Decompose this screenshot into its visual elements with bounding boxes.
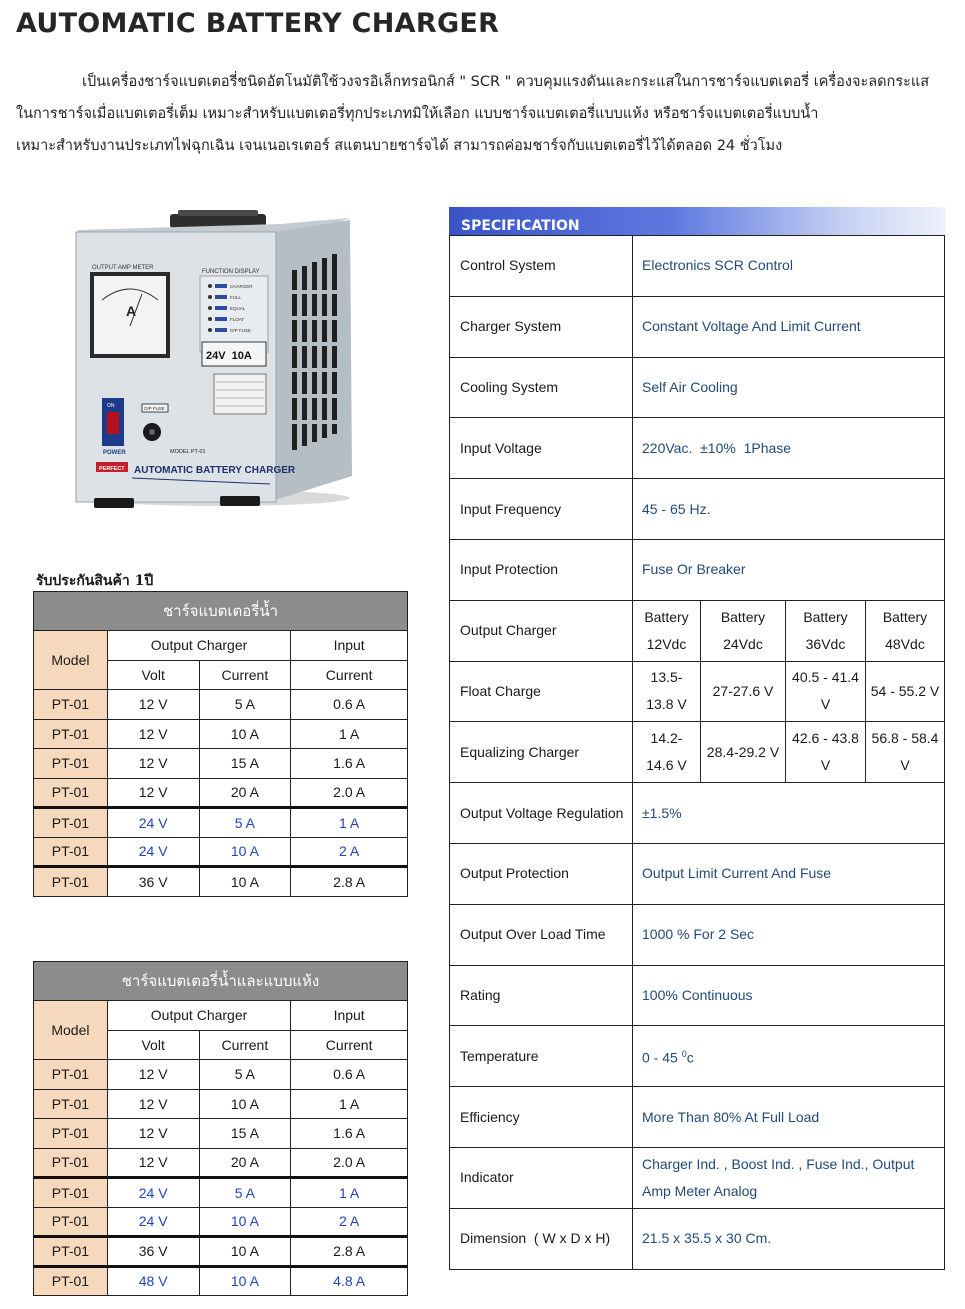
table-row: [34, 837, 408, 867]
warranty-text: รับประกันสินค้า 1ปี: [36, 573, 154, 589]
cell-current: 10 A: [199, 719, 291, 749]
spec-row: [450, 783, 945, 844]
switch-on-label: ON: [107, 403, 115, 409]
spec-row: [450, 600, 945, 661]
spec-value: 220Vac. ±10% 1Phase: [633, 418, 945, 479]
indicator-label: CHARGER: [230, 284, 253, 289]
table-row: [34, 1266, 408, 1296]
spec-heading: SPECIFICATION: [461, 218, 580, 234]
header-input: Input: [291, 631, 408, 661]
product-description: [16, 66, 951, 162]
spec-value: Fuse Or Breaker: [633, 539, 945, 600]
spec-label: Input Voltage: [450, 418, 633, 479]
spec-value: Self Air Cooling: [633, 357, 945, 418]
table-row: [34, 1148, 408, 1178]
spec-value: Constant Voltage And Limit Current: [633, 296, 945, 357]
table-caption: ชาร์จแบตเตอรี่น้ำและแบบแห้ง: [34, 962, 408, 1001]
header-current: Current: [199, 1030, 291, 1060]
cell-model: PT-01: [34, 837, 108, 867]
spec-row: [450, 843, 945, 904]
fuse-label: O/P FUSE: [144, 406, 165, 411]
table-row: [34, 749, 408, 779]
spec-label: Output Protection: [450, 843, 633, 904]
spec-label: Input Frequency: [450, 479, 633, 540]
cell-volt: 24 V: [107, 1178, 199, 1208]
cell-current: 10 A: [199, 1237, 291, 1267]
spec-value: 45 - 65 Hz.: [633, 479, 945, 540]
temperature-unit: c: [686, 1049, 694, 1066]
cell-current: 5 A: [199, 1060, 291, 1090]
spec-row: [450, 1147, 945, 1208]
table-row: [34, 1237, 408, 1267]
function-label: FUNCTION DISPLAY: [202, 269, 260, 275]
degree-mark: 0: [681, 1048, 687, 1059]
spec-cell: 42.6 - 43.8 V: [786, 722, 866, 783]
meter-unit: A: [126, 303, 137, 319]
table-row: [34, 1119, 408, 1149]
spec-row: [450, 418, 945, 479]
spec-label: Efficiency: [450, 1087, 633, 1148]
cell-model: PT-01: [34, 1178, 108, 1208]
cell-current: 10 A: [199, 1207, 291, 1237]
product-image: [70, 208, 360, 518]
cell-current: 5 A: [199, 1178, 291, 1208]
cell-volt: 24 V: [107, 808, 199, 838]
meter-label: OUTPUT AMP METER: [92, 265, 154, 271]
cell-model: PT-01: [34, 1207, 108, 1237]
spec-row: [450, 479, 945, 540]
cell-input-current: 1 A: [291, 719, 408, 749]
cell-current: 10 A: [199, 1089, 291, 1119]
spec-row: [450, 1087, 945, 1148]
spec-value: More Than 80% At Full Load: [633, 1087, 945, 1148]
temperature-range: 0 - 45: [642, 1049, 678, 1066]
cell-model: PT-01: [34, 1266, 108, 1296]
spec-label: Charger System: [450, 296, 633, 357]
header-current: Current: [199, 660, 291, 690]
cell-input-current: 2.0 A: [291, 778, 408, 808]
spec-row: [450, 236, 945, 297]
cell-model: PT-01: [34, 1060, 108, 1090]
indicator-label: FLOAT: [230, 317, 245, 322]
spec-value: Output Limit Current And Fuse: [633, 843, 945, 904]
cell-input-current: 1 A: [291, 1089, 408, 1119]
spec-label: Input Protection: [450, 539, 633, 600]
spec-cell: Battery 48Vdc: [866, 600, 945, 661]
table-row: [34, 1060, 408, 1090]
spec-row: [450, 357, 945, 418]
cell-model: PT-01: [34, 808, 108, 838]
header-input-current: Current: [291, 660, 408, 690]
spec-value: 21.5 x 35.5 x 30 Cm.: [633, 1208, 945, 1269]
spec-label: Temperature: [450, 1026, 633, 1087]
model-label: MODEL PT-01: [170, 449, 206, 455]
cell-current: 20 A: [199, 1148, 291, 1178]
spec-row: [450, 539, 945, 600]
cell-volt: 12 V: [107, 1148, 199, 1178]
spec-cell: 27-27.6 V: [701, 661, 786, 722]
cell-input-current: 2 A: [291, 837, 408, 867]
table-row: [34, 719, 408, 749]
cell-current: 15 A: [199, 749, 291, 779]
cell-input-current: 1 A: [291, 808, 408, 838]
cell-volt: 36 V: [107, 1237, 199, 1267]
cell-input-current: 1 A: [291, 1178, 408, 1208]
cell-model: PT-01: [34, 1119, 108, 1149]
cell-current: 20 A: [199, 778, 291, 808]
cell-input-current: 1.6 A: [291, 1119, 408, 1149]
spec-label: Output Charger: [450, 600, 633, 661]
header-model: Model: [34, 631, 108, 690]
indicator-label: FULL: [230, 295, 242, 300]
header-volt: Volt: [107, 1030, 199, 1060]
spec-cell: 40.5 - 41.4 V: [786, 661, 866, 722]
spec-value: 100% Continuous: [633, 965, 945, 1026]
spec-row: [450, 722, 945, 783]
nameplate-text: AUTOMATIC BATTERY CHARGER: [134, 465, 296, 476]
cell-model: PT-01: [34, 867, 108, 897]
cell-input-current: 0.6 A: [291, 1060, 408, 1090]
spec-label: Float Charge: [450, 661, 633, 722]
spec-row: [450, 1026, 945, 1087]
spec-value: [633, 1026, 945, 1087]
header-volt: Volt: [107, 660, 199, 690]
spec-value: Electronics SCR Control: [633, 236, 945, 297]
spec-row: [450, 661, 945, 722]
table-row: [34, 808, 408, 838]
spec-cell: 54 - 55.2 V: [866, 661, 945, 722]
cell-volt: 12 V: [107, 749, 199, 779]
cell-input-current: 2.8 A: [291, 867, 408, 897]
table-row: [34, 1207, 408, 1237]
spec-label: Output Voltage Regulation: [450, 783, 633, 844]
spec-cell: 28.4-29.2 V: [701, 722, 786, 783]
cell-model: PT-01: [34, 778, 108, 808]
table-row: [34, 1178, 408, 1208]
spec-label: Control System: [450, 236, 633, 297]
cell-volt: 12 V: [107, 690, 199, 720]
cell-current: 10 A: [199, 837, 291, 867]
spec-label: Equalizing Charger: [450, 722, 633, 783]
spec-heading-bar: [449, 207, 945, 235]
spec-value: 1000 % For 2 Sec: [633, 904, 945, 965]
table-row: [34, 690, 408, 720]
cell-input-current: 0.6 A: [291, 690, 408, 720]
cell-input-current: 4.8 A: [291, 1266, 408, 1296]
spec-cell: 56.8 - 58.4 V: [866, 722, 945, 783]
spec-value: ±1.5%: [633, 783, 945, 844]
model-table-flooded-and-dry: [33, 961, 408, 1296]
spec-cell: Battery 12Vdc: [633, 600, 701, 661]
spec-cell: Battery 36Vdc: [786, 600, 866, 661]
cell-volt: 12 V: [107, 1119, 199, 1149]
spec-label: Dimension ( W x D x H): [450, 1208, 633, 1269]
cell-volt: 48 V: [107, 1266, 199, 1296]
cell-model: PT-01: [34, 1237, 108, 1267]
description-line: เหมาะสำหรับงานประเภทไฟฉุกเฉิน เจนเนอเรเตอร์ สแตนบายชาร์จได้ สามารถค่อมชาร์จกับแบตเตอรี่ไว้ได้ตลอด 24 ชั่วโมง: [16, 138, 783, 154]
cell-volt: 12 V: [107, 1060, 199, 1090]
spec-label: Indicator: [450, 1147, 633, 1208]
cell-volt: 24 V: [107, 837, 199, 867]
brand-logo: PERFECT: [99, 466, 125, 472]
header-input-current: Current: [291, 1030, 408, 1060]
cell-model: PT-01: [34, 749, 108, 779]
cell-volt: 12 V: [107, 778, 199, 808]
cell-current: 5 A: [199, 808, 291, 838]
spec-cell: Battery 24Vdc: [701, 600, 786, 661]
cell-current: 10 A: [199, 867, 291, 897]
table-caption: ชาร์จแบตเตอรี่น้ำ: [34, 592, 408, 631]
cell-model: PT-01: [34, 719, 108, 749]
header-model: Model: [34, 1001, 108, 1060]
cell-volt: 36 V: [107, 867, 199, 897]
spec-row: [450, 296, 945, 357]
cell-input-current: 1.6 A: [291, 749, 408, 779]
spec-label: Output Over Load Time: [450, 904, 633, 965]
cell-input-current: 2 A: [291, 1207, 408, 1237]
cell-current: 5 A: [199, 690, 291, 720]
spec-row: [450, 1208, 945, 1269]
header-input: Input: [291, 1001, 408, 1031]
spec-value: Charger Ind. , Boost Ind. , Fuse Ind., Output Amp Meter Analog: [633, 1147, 945, 1208]
table-row: [34, 867, 408, 897]
spec-label: Cooling System: [450, 357, 633, 418]
description-line: ในการชาร์จเมื่อแบตเตอรี่เต็ม เหมาะสำหรับแบตเตอรี่ทุกประเภทมิให้เลือก แบบชาร์จแบตเตอรี่แบบแห้ง หรือชาร์จแบตเตอรี่แบบน้ำ: [16, 106, 819, 122]
rating-badge: 24V 10A: [206, 350, 252, 362]
table-row: [34, 778, 408, 808]
cell-volt: 12 V: [107, 719, 199, 749]
cell-input-current: 2.0 A: [291, 1148, 408, 1178]
indicator-label: EQUAL: [230, 306, 246, 311]
cell-current: 10 A: [199, 1266, 291, 1296]
model-table-flooded: [33, 591, 408, 897]
header-output-charger: Output Charger: [107, 631, 290, 661]
table-row: [34, 1089, 408, 1119]
cell-input-current: 2.8 A: [291, 1237, 408, 1267]
cell-model: PT-01: [34, 1089, 108, 1119]
spec-cell: 14.2- 14.6 V: [633, 722, 701, 783]
cell-volt: 24 V: [107, 1207, 199, 1237]
cell-volt: 12 V: [107, 1089, 199, 1119]
spec-row: [450, 904, 945, 965]
indicator-label: O/P FUSE: [230, 328, 251, 333]
page-title: AUTOMATIC BATTERY CHARGER: [16, 8, 500, 39]
cell-model: PT-01: [34, 690, 108, 720]
header-output-charger: Output Charger: [107, 1001, 290, 1031]
cell-model: PT-01: [34, 1148, 108, 1178]
description-line: เป็นเครื่องชาร์จแบตเตอรี่ชนิดอัตโนมัติใช้วงจรอิเล็กทรอนิกส์ " SCR " ควบคุมแรงดันและกระแสในการชาร์จแบตเตอรี่ เครื่องจะลดกระแส: [82, 74, 930, 90]
power-label: POWER: [103, 450, 126, 456]
spec-cell: 13.5- 13.8 V: [633, 661, 701, 722]
spec-row: [450, 965, 945, 1026]
spec-table: [449, 235, 945, 1270]
spec-label: Rating: [450, 965, 633, 1026]
cell-current: 15 A: [199, 1119, 291, 1149]
